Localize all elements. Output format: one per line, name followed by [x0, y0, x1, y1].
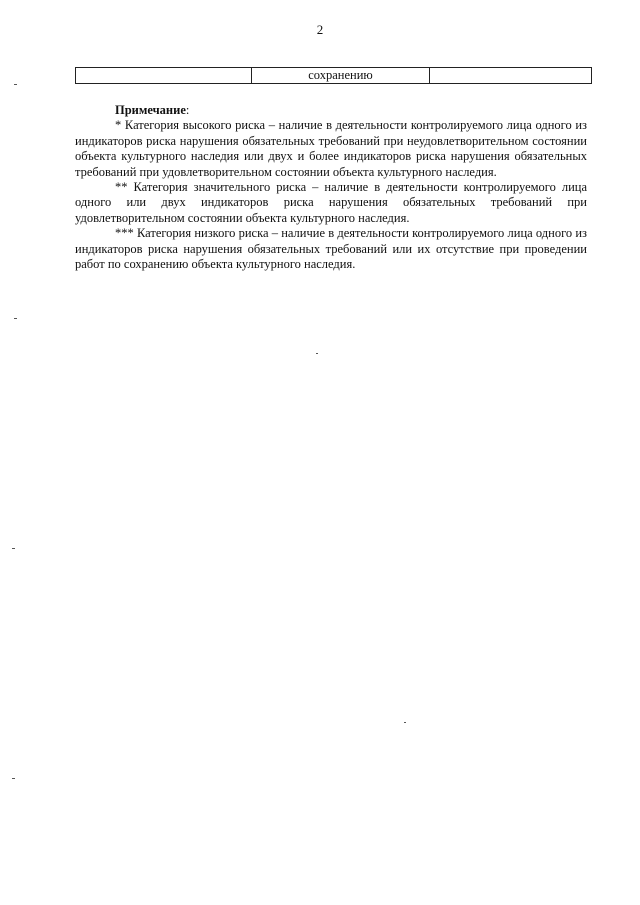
notes-heading — [75, 103, 587, 118]
scan-speck — [12, 548, 15, 549]
scan-speck — [14, 318, 17, 319]
scan-speck — [12, 778, 15, 779]
page-number: 2 — [316, 22, 324, 37]
scan-speck — [14, 84, 17, 85]
notes-heading-text: Примечание — [115, 103, 186, 117]
notes-heading-colon: : — [185, 103, 190, 117]
scan-speck — [404, 722, 406, 723]
notes-section — [75, 103, 587, 272]
table-cell-3 — [430, 68, 591, 83]
note-significant-risk: ** Категория значительного риска – наличие в деятельности контролируемого лица одного или двух индикаторов риска нарушения обязательных требований при удовлетворительном состоянии объекта культурного наследия. — [75, 180, 587, 225]
note-low-risk: *** Категория низкого риска – наличие в деятельности контролируемого лица одного из индикаторов риска нарушения обязательных требований или их отсутствие при проведении работ по сохранению объекта культурного наследия. — [75, 226, 587, 272]
note-high-risk: * Категория высокого риска – наличие в деятельности контролируемого лица одного из индикаторов риска нарушения обязательных требований при неудовлетворительном состоянии объекта культурного наследия или двух и более индикаторов риска нарушения обязательных требований при удовлетворительном состоянии объекта культурного наследия. — [75, 118, 587, 179]
table-row — [75, 67, 592, 84]
scan-speck — [316, 353, 318, 354]
table-cell-1 — [76, 68, 252, 83]
table-cell-2: сохранению — [252, 68, 430, 83]
